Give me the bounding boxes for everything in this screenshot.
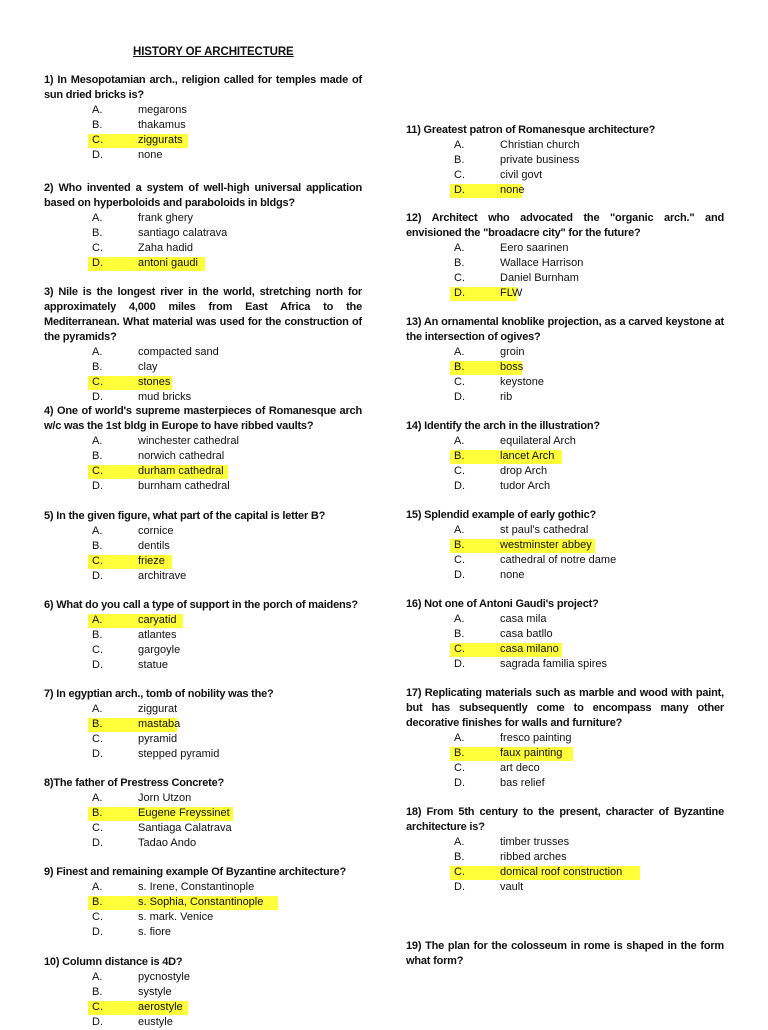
option-letter: A. [92,703,103,715]
option-row [406,553,724,568]
option-text: none [500,569,525,581]
option-letter: B. [92,896,103,908]
question-12 [406,211,724,301]
option-text: casa batllo [500,628,553,640]
option-text: winchester cathedral [138,435,239,447]
option-text: none [138,149,163,161]
option-text: frieze [138,555,165,567]
option-letter: B. [92,540,103,552]
option-text: architrave [138,570,187,582]
question-11 [406,123,724,198]
question-text: 15) Splendid example of early gothic? [406,509,597,521]
question-text: 5) In the given figure, what part of the capital is letter B? [44,510,326,522]
option-text: clay [138,361,158,373]
option-letter: A. [92,346,103,358]
question-7 [44,687,362,762]
question-text: 3) Nile is the longest river in the world, stretching north for approximately 4,000 miles from East Africa to the Mediterranean. What material was used for the construction of the pyramids? [44,286,362,343]
option-row [406,746,724,761]
option-letter: A. [92,212,103,224]
question-text: 16) Not one of Antoni Gaudi's project? [406,598,599,610]
option-text: gargoyle [138,644,181,656]
option-letter: D. [92,257,103,269]
option-row [44,226,362,241]
question-16 [406,597,724,672]
option-letter: A. [92,614,103,626]
question-1 [44,73,362,163]
option-text: durham cathedral [138,465,224,477]
option-letter: D. [92,1016,103,1028]
option-letter: C. [454,169,465,181]
option-text: atlantes [138,629,177,641]
option-letter: B. [92,450,103,462]
option-letter: A. [454,242,465,254]
question-text: 1) In Mesopotamian arch., religion called for temples made of sun dried bricks is? [44,74,362,101]
option-letter: B. [92,986,103,998]
option-text: cathedral of notre dame [500,554,617,566]
option-row [44,211,362,226]
option-letter: B. [92,361,103,373]
option-row [44,1000,362,1015]
option-row [44,628,362,643]
option-text: ziggurat [138,703,178,715]
option-letter: D. [454,777,465,789]
option-row [44,434,362,449]
option-letter: A. [92,881,103,893]
option-letter: A. [92,104,103,116]
question-text: 9) Finest and remaining example Of Byzantine architecture? [44,866,346,878]
question-17 [406,686,724,791]
option-letter: D. [454,184,465,196]
option-text: ribbed arches [500,851,567,863]
option-text: thakamus [138,119,186,131]
option-text: none [500,184,525,196]
option-letter: D. [92,149,103,161]
page-title: HISTORY OF ARCHITECTURE [133,46,294,58]
option-row [44,910,362,925]
option-text: aerostyle [138,1001,183,1013]
option-letter: C. [92,134,103,146]
option-letter: B. [454,257,465,269]
option-row [406,479,724,494]
option-row [44,925,362,940]
option-row [44,985,362,1000]
option-letter: C. [92,822,103,834]
option-text: norwich cathedral [138,450,225,462]
option-text: s. mark. Venice [138,911,214,923]
question-text: 4) One of world's supreme masterpieces of Romanesque arch w/c was the 1st bldg in Europe to have ribbed vaults? [44,405,362,432]
option-text: FLW [500,287,523,299]
option-text: Wallace Harrison [500,257,584,269]
option-letter: C. [92,644,103,656]
option-text: Christian church [500,139,580,151]
option-letter: C. [92,376,103,388]
question-19 [406,939,724,969]
option-text: drop Arch [500,465,548,477]
option-row [406,360,724,375]
option-row [406,850,724,865]
option-row [44,103,362,118]
option-text: megarons [138,104,187,116]
option-row [406,568,724,583]
option-row [406,835,724,850]
option-row [406,375,724,390]
question-text: 2) Who invented a system of well-high universal application based on hyperboloids and paraboloids in bldgs? [44,182,362,209]
option-row [44,1015,362,1030]
option-row [44,880,362,895]
option-row [406,523,724,538]
option-row [406,271,724,286]
option-text: eustyle [138,1016,173,1028]
option-text: rib [500,391,513,403]
option-letter: C. [454,643,465,655]
option-row [44,747,362,762]
option-letter: A. [454,836,465,848]
option-row [44,791,362,806]
option-letter: C. [454,866,465,878]
question-text: 18) From 5th century to the present, character of Byzantine architecture is? [406,806,724,833]
option-text: st paul's cathedral [500,524,589,536]
option-text: stones [138,376,171,388]
option-text: boss [500,361,524,373]
option-row [406,183,724,198]
option-letter: D. [92,391,103,403]
option-row [406,880,724,895]
question-15 [406,508,724,583]
option-row [406,538,724,553]
option-letter: C. [92,911,103,923]
option-text: pycnostyle [138,971,190,983]
option-text: frank ghery [138,212,194,224]
question-text: 6) What do you call a type of support in the porch of maidens? [44,599,358,611]
option-letter: C. [454,554,465,566]
option-text: keystone [500,376,545,388]
option-text: caryatid [138,614,177,626]
option-letter: D. [92,837,103,849]
option-letter: A. [92,971,103,983]
option-text: westminster abbey [500,539,592,551]
option-text: bas relief [500,777,545,789]
option-letter: D. [92,480,103,492]
option-row [44,118,362,133]
option-row [44,390,362,405]
option-letter: D. [92,748,103,760]
option-text: domical roof construction [500,866,623,878]
option-row [406,865,724,880]
question-9 [44,865,362,940]
option-letter: D. [454,480,465,492]
option-letter: B. [92,629,103,641]
option-letter: B. [92,807,103,819]
option-row [44,613,362,628]
option-row [44,895,362,910]
option-row [44,970,362,985]
option-row [44,554,362,569]
option-letter: C. [454,762,465,774]
option-row [44,702,362,717]
option-letter: B. [454,851,465,863]
option-row [44,479,362,494]
option-row [406,241,724,256]
option-text: Zaha hadid [138,242,194,254]
question-text: 14) Identify the arch in the illustration? [406,420,600,432]
question-2 [44,181,362,271]
option-row [406,627,724,642]
option-text: equilateral Arch [500,435,576,447]
option-letter: C. [454,465,465,477]
question-8 [44,776,362,851]
option-text: s. Sophia, Constantinople [138,896,264,908]
option-letter: C. [92,733,103,745]
option-row [406,776,724,791]
option-letter: B. [92,227,103,239]
option-row [44,658,362,673]
option-text: s. fiore [138,926,172,938]
option-text: sagrada familia spires [500,658,607,670]
option-text: civil govt [500,169,543,181]
option-text: s. Irene, Constantinople [138,881,255,893]
option-row [406,256,724,271]
option-text: pyramid [138,733,178,745]
option-letter: A. [92,792,103,804]
option-letter: A. [454,732,465,744]
option-row [44,643,362,658]
option-row [406,642,724,657]
option-text: groin [500,346,525,358]
option-letter: C. [454,376,465,388]
option-letter: C. [92,555,103,567]
option-text: Eero saarinen [500,242,569,254]
option-letter: B. [454,539,465,551]
option-letter: C. [92,1001,103,1013]
option-letter: A. [454,346,465,358]
option-row [44,569,362,584]
option-row [44,256,362,271]
option-letter: A. [454,435,465,447]
option-row [44,821,362,836]
option-text: Santiaga Calatrava [138,822,232,834]
option-row [406,286,724,301]
option-row [44,148,362,163]
option-row [44,806,362,821]
option-row [406,153,724,168]
question-10 [44,955,362,1030]
question-13 [406,315,724,405]
option-text: cornice [138,525,174,537]
option-text: Daniel Burnham [500,272,579,284]
option-text: statue [138,659,168,671]
option-text: timber trusses [500,836,570,848]
option-text: mastaba [138,718,181,730]
option-text: mud bricks [138,391,192,403]
option-row [406,138,724,153]
option-text: Jorn Utzon [138,792,192,804]
option-letter: B. [454,747,465,759]
option-row [44,241,362,256]
option-row [406,345,724,360]
option-letter: D. [92,659,103,671]
option-text: private business [500,154,580,166]
option-text: tudor Arch [500,480,551,492]
option-letter: A. [454,524,465,536]
option-row [44,524,362,539]
option-row [406,434,724,449]
question-text: 13) An ornamental knoblike projection, as a carved keystone at the intersection of ogives? [406,316,724,343]
option-letter: B. [454,628,465,640]
option-text: burnham cathedral [138,480,230,492]
option-row [406,390,724,405]
option-text: Eugene Freyssinet [138,807,230,819]
option-letter: D. [454,569,465,581]
option-letter: C. [454,272,465,284]
option-text: lancet Arch [500,450,555,462]
option-letter: C. [92,242,103,254]
option-text: dentils [138,540,170,552]
option-row [44,375,362,390]
option-letter: B. [92,718,103,730]
option-letter: D. [454,287,465,299]
option-row [44,539,362,554]
option-row [44,345,362,360]
question-3 [44,285,362,405]
option-text: art deco [500,762,540,774]
option-text: compacted sand [138,346,219,358]
option-letter: D. [92,926,103,938]
question-text: 10) Column distance is 4D? [44,956,183,968]
question-text: 7) In egyptian arch., tomb of nobility was the? [44,688,274,700]
question-6 [44,598,362,673]
option-text: santiago calatrava [138,227,228,239]
question-text: 19) The plan for the colosseum in rome is shaped in the form what form? [406,940,724,967]
question-text: 12) Architect who advocated the "organic arch." and envisioned the "broadacre city" for the future? [406,212,724,239]
option-text: systyle [138,986,172,998]
option-letter: B. [92,119,103,131]
option-letter: B. [454,361,465,373]
option-row [44,717,362,732]
option-text: fresco painting [500,732,572,744]
question-5 [44,509,362,584]
question-18 [406,805,724,895]
option-letter: D. [454,391,465,403]
option-letter: B. [454,154,465,166]
option-row [44,133,362,148]
option-row [406,168,724,183]
option-text: antoni gaudi [138,257,198,269]
option-row [406,657,724,672]
option-letter: A. [92,435,103,447]
option-text: Tadao Ando [138,837,197,849]
option-letter: A. [92,525,103,537]
option-letter: D. [92,570,103,582]
option-row [406,731,724,746]
option-text: casa mila [500,613,547,625]
option-letter: D. [454,881,465,893]
option-row [406,761,724,776]
option-row [406,612,724,627]
option-letter: A. [454,613,465,625]
option-text: stepped pyramid [138,748,220,760]
option-text: faux painting [500,747,563,759]
question-text: 8)The father of Prestress Concrete? [44,777,225,789]
option-letter: D. [454,658,465,670]
option-row [406,464,724,479]
option-row [44,449,362,464]
option-row [44,836,362,851]
option-text: vault [500,881,524,893]
option-text: ziggurats [138,134,183,146]
option-text: casa milano [500,643,559,655]
option-row [44,732,362,747]
option-row [406,449,724,464]
option-letter: A. [454,139,465,151]
question-4 [44,404,362,494]
question-14 [406,419,724,494]
option-row [44,464,362,479]
option-letter: B. [454,450,465,462]
option-letter: C. [92,465,103,477]
question-text: 17) Replicating materials such as marble and wood with paint, but has subsequently come to encompass many other decorative finishes for walls and furniture? [406,687,724,729]
option-row [44,360,362,375]
question-text: 11) Greatest patron of Romanesque architecture? [406,124,656,136]
